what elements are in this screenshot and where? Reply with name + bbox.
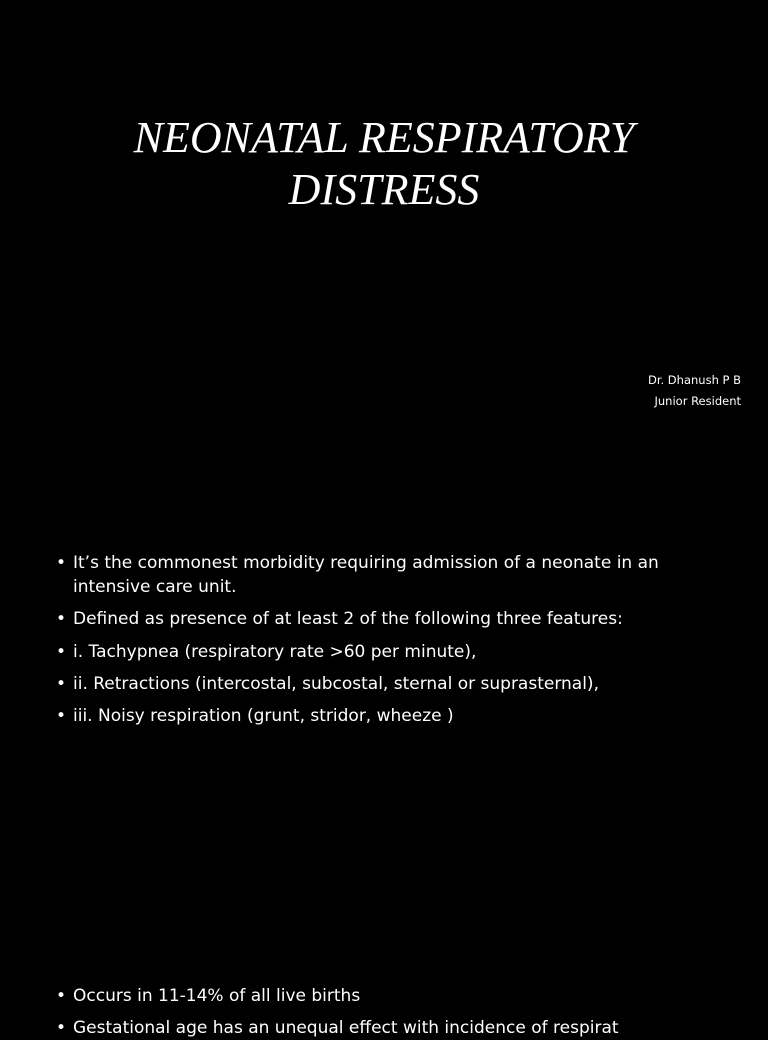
bullet-item: • It’s the commonest morbidity requiring admission of a neonate in an intensive care unit. [56, 551, 716, 599]
bullet-item: • iii. Noisy respiration (grunt, stridor, wheeze ) [56, 704, 716, 728]
bullet-item: • Gestational age has an unequal effect with incidence of respirat [56, 1016, 716, 1040]
bullet-item: • Defined as presence of at least 2 of the following three features: [56, 607, 716, 631]
author-name: Dr. Dhanush P B [647, 373, 741, 387]
bullet-item: • i. Tachypnea (respiratory rate >60 per minute), [56, 640, 716, 664]
author-role: Junior Resident [654, 394, 741, 408]
slide-title-line-2: DISTRESS [288, 165, 480, 214]
bullet-item: • ii. Retractions (intercostal, subcostal, sternal or suprasternal), [56, 672, 716, 696]
slide-title-line-1: NEONATAL RESPIRATORY [133, 113, 635, 162]
bullet-item: • Occurs in 11-14% of all live births [56, 984, 716, 1008]
author-block [648, 370, 741, 412]
definition-bullet-list [56, 551, 716, 728]
slide-title [0, 112, 768, 216]
incidence-bullet-list [56, 984, 716, 1040]
